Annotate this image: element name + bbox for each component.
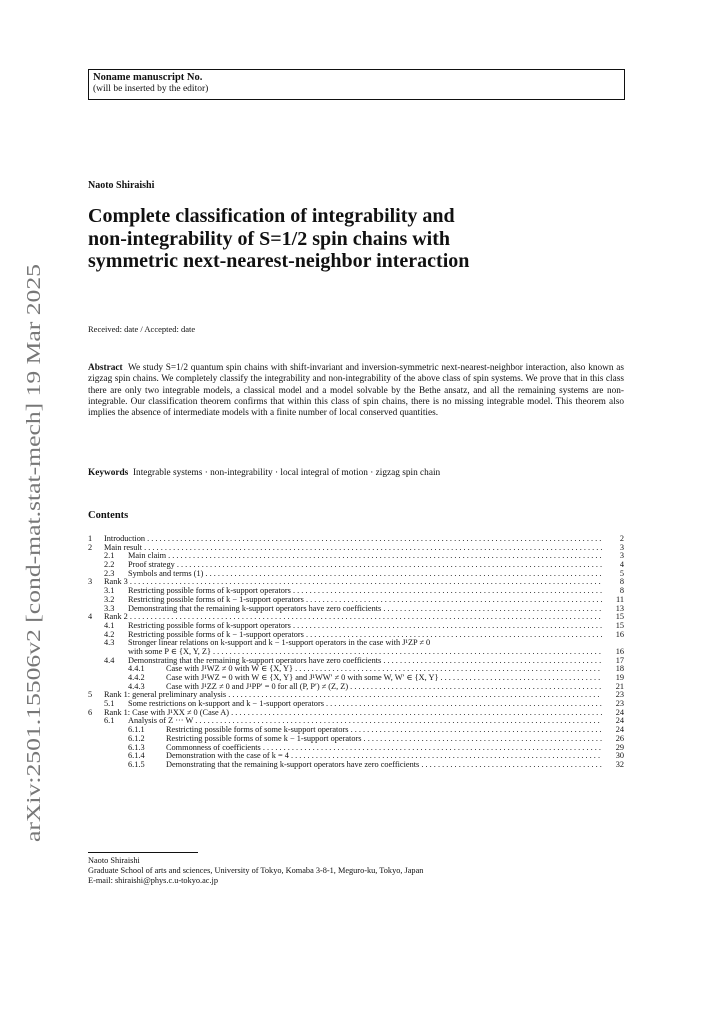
toc-title: Some restrictions on k-support and k − 1-support operators . . . (128, 700, 602, 709)
toc-page-number: 16 (615, 629, 624, 639)
toc-page-number: 4 (619, 560, 624, 570)
toc-number: 2.1 (104, 551, 115, 561)
toc-page-number: 24 (615, 716, 624, 726)
manuscript-box (88, 69, 625, 100)
toc-entry[interactable] (88, 631, 624, 640)
toc-entry[interactable] (88, 596, 624, 605)
toc-number: 4 (88, 612, 93, 622)
toc-title: Rank 3 . . . (104, 578, 602, 587)
toc-title: Restricting possible forms of some k-support operators . . . (166, 726, 602, 735)
keywords-label: Keywords (88, 468, 129, 478)
toc-number: 3.3 (104, 603, 115, 613)
toc-page-number: 30 (615, 751, 624, 761)
toc-title: Proof strategy . . . (128, 561, 602, 570)
toc-entry[interactable] (88, 535, 624, 544)
table-of-contents (88, 535, 624, 770)
contents-heading: Contents (88, 510, 129, 521)
toc-page-number: 5 (619, 568, 624, 578)
toc-number: 3.2 (104, 594, 115, 604)
toc-number: 5.1 (104, 699, 115, 709)
toc-number: 3 (88, 577, 93, 587)
toc-page-number: 26 (615, 733, 624, 743)
toc-entry[interactable] (88, 717, 624, 726)
toc-number: 6.1.5 (128, 759, 145, 769)
toc-number: 4.4 (104, 655, 115, 665)
toc-entry[interactable] (88, 622, 624, 631)
toc-entry[interactable] (88, 613, 624, 622)
manuscript-subtitle: (will be inserted by the editor) (93, 84, 209, 94)
author-footer (88, 856, 624, 886)
toc-entry[interactable] (88, 657, 624, 666)
toc-number: 6.1.3 (128, 742, 145, 752)
toc-page-number: 16 (615, 646, 624, 656)
toc-number: 2 (88, 542, 93, 552)
toc-entry[interactable] (88, 552, 624, 561)
toc-title: Demonstrating that the remaining k-support operators have zero coefficients . . . (166, 761, 602, 770)
toc-entry[interactable] (88, 691, 624, 700)
toc-number: 4.4.1 (128, 664, 145, 674)
toc-entry[interactable] (88, 726, 624, 735)
paper-title (88, 205, 608, 273)
toc-title: Restricting possible forms of k-support operators . . . (128, 587, 602, 596)
author-name: Naoto Shiraishi (88, 180, 155, 191)
footer-name: Naoto Shiraishi (88, 856, 140, 865)
arxiv-stamp (22, 262, 46, 842)
toc-page-number: 23 (615, 699, 624, 709)
keywords (88, 468, 624, 478)
toc-number: 4.2 (104, 629, 115, 639)
toc-title: Rank 1: Case with J¹XX ≠ 0 (Case A) . . . (104, 709, 602, 718)
toc-number: 4.4.2 (128, 673, 145, 682)
toc-number: 1 (88, 534, 93, 543)
footer-rule (88, 852, 198, 853)
abstract (88, 363, 624, 419)
toc-number: 5 (88, 690, 93, 700)
toc-title: Demonstrating that the remaining k-support operators have zero coefficients . . . (128, 657, 602, 666)
toc-page-number: 13 (615, 603, 624, 613)
toc-entry[interactable] (88, 744, 624, 753)
toc-title: Case with J¹WZ ≠ 0 with W ∈ {X, Y} . . . (166, 665, 602, 674)
toc-page-number: 24 (615, 725, 624, 735)
toc-page-number: 32 (615, 759, 624, 769)
keywords-text: Integrable systems · non-integrability · local integral of motion · zigzag spin chain (132, 468, 441, 478)
title-line: symmetric next-nearest-neighbor interaction (88, 250, 470, 272)
toc-page-number: 29 (615, 742, 624, 752)
toc-title: Stronger linear relations on k-support and k − 1-support operators in the case with J¹ZP ≠ 0 (128, 639, 431, 648)
manuscript-title: Noname manuscript No. (93, 72, 203, 83)
toc-title: Main claim . . . (128, 552, 602, 561)
toc-title: Demonstrating that the remaining k-support operators have zero coefficients . . . (128, 605, 602, 614)
toc-entry[interactable] (88, 674, 624, 683)
toc-title: Commonness of coefficients . . . (166, 744, 602, 753)
toc-number: 6.1 (104, 716, 115, 726)
toc-entry[interactable] (88, 570, 624, 579)
toc-title: Rank 2 . . . (104, 613, 602, 622)
toc-title: Introduction . . . (104, 535, 602, 544)
toc-title: Case with J¹WZ = 0 with W ∈ {X, Y} and J¹WW′ ≠ 0 with some W, W′ ∈ {X, Y} . . . (166, 674, 602, 683)
toc-entry[interactable] (88, 700, 624, 709)
toc-number: 4.4.3 (128, 681, 145, 691)
toc-page-number: 23 (615, 690, 624, 700)
toc-entry[interactable] (88, 683, 624, 692)
toc-entry[interactable] (88, 639, 624, 648)
footer-email: E-mail: shiraishi@phys.c.u-tokyo.ac.jp (88, 876, 218, 885)
toc-page-number: 18 (615, 664, 624, 674)
toc-title: Main result . . . (104, 544, 602, 553)
abstract-label: Abstract (88, 363, 123, 373)
toc-entry[interactable] (88, 761, 624, 770)
toc-number: 6 (88, 707, 93, 717)
toc-page-number: 15 (615, 620, 624, 630)
toc-page-number: 8 (619, 577, 624, 587)
title-line: Complete classification of integrability and (88, 205, 455, 227)
toc-entry[interactable] (88, 752, 624, 761)
toc-entry[interactable] (88, 561, 624, 570)
toc-number: 4.1 (104, 620, 115, 630)
toc-number: 6.1.4 (128, 751, 145, 761)
abstract-text: We study S=1/2 quantum spin chains with shift-invariant and inversion-symmetric next-nearest-neighbor interaction, also known as zigzag spin chains. We completely classify the integrability and non-integrability of the above class of spin systems. We prove that in this class there are only two integrable models, a classical model and a model solvable by the Bethe ansatz, and all the remaining systems are non-integrable. Our classification theorem confirms that within this class of spin chains, there is no missing integrable model. This theorem also implies the absence of intermediate models with a finite number of local conserved quantities. (88, 363, 624, 419)
toc-entry[interactable] (88, 578, 624, 587)
footer-affiliation: Graduate School of arts and sciences, University of Tokyo, Komaba 3-8-1, Meguro-ku, Tokyo, Japan (88, 866, 424, 875)
toc-page-number: 11 (616, 594, 624, 604)
toc-number: 2.3 (104, 568, 115, 578)
received-date: Received: date / Accepted: date (88, 324, 196, 334)
toc-page-number: 2 (619, 534, 624, 543)
toc-number: 2.2 (104, 560, 115, 570)
toc-title: Rank 1: general preliminary analysis . . . (104, 691, 602, 700)
toc-title: Restricting possible forms of k-support operators . . . (128, 622, 602, 631)
toc-page-number: 3 (619, 542, 624, 552)
toc-number: 6.1.1 (128, 725, 145, 735)
toc-page-number: 17 (615, 655, 624, 665)
toc-title: Restricting possible forms of some k − 1-support operators . . . (166, 735, 602, 744)
toc-page-number: 19 (615, 673, 624, 682)
toc-title: Analysis of Z ··· W . . . (128, 717, 602, 726)
toc-number: 4.3 (104, 638, 115, 648)
toc-number: 3.1 (104, 586, 115, 596)
toc-page-number: 3 (619, 551, 624, 561)
toc-title: Restricting possible forms of k − 1-support operators . . . (128, 631, 602, 640)
toc-entry[interactable] (88, 605, 624, 614)
toc-title: Restricting possible forms of k − 1-support operators . . . (128, 596, 602, 605)
toc-title: Symbols and terms (1) . . . (128, 570, 602, 579)
toc-title: with some P ∈ {X, Y, Z} . . . (128, 648, 602, 657)
toc-entry[interactable] (88, 587, 624, 596)
toc-page-number: 15 (615, 612, 624, 622)
toc-number: 6.1.2 (128, 733, 145, 743)
toc-entry[interactable] (88, 735, 624, 744)
toc-title: Demonstration with the case of k = 4 . . . (166, 752, 602, 761)
toc-entry[interactable] (88, 648, 624, 657)
toc-entry[interactable] (88, 544, 624, 553)
toc-page-number: 8 (619, 586, 624, 596)
toc-entry[interactable] (88, 665, 624, 674)
toc-entry[interactable] (88, 709, 624, 718)
toc-title: Case with J¹ZZ ≠ 0 and J¹PP′ = 0 for all (P, P′) ≠ (Z, Z) . . . (166, 683, 602, 692)
toc-page-number: 21 (615, 681, 624, 691)
title-line: non-integrability of S=1/2 spin chains with (88, 227, 451, 250)
arxiv-id-text: arXiv:2501.15506v2 [cond-mat.stat-mech] 19 Mar 2025 (23, 379, 45, 842)
toc-page-number: 24 (615, 707, 624, 717)
